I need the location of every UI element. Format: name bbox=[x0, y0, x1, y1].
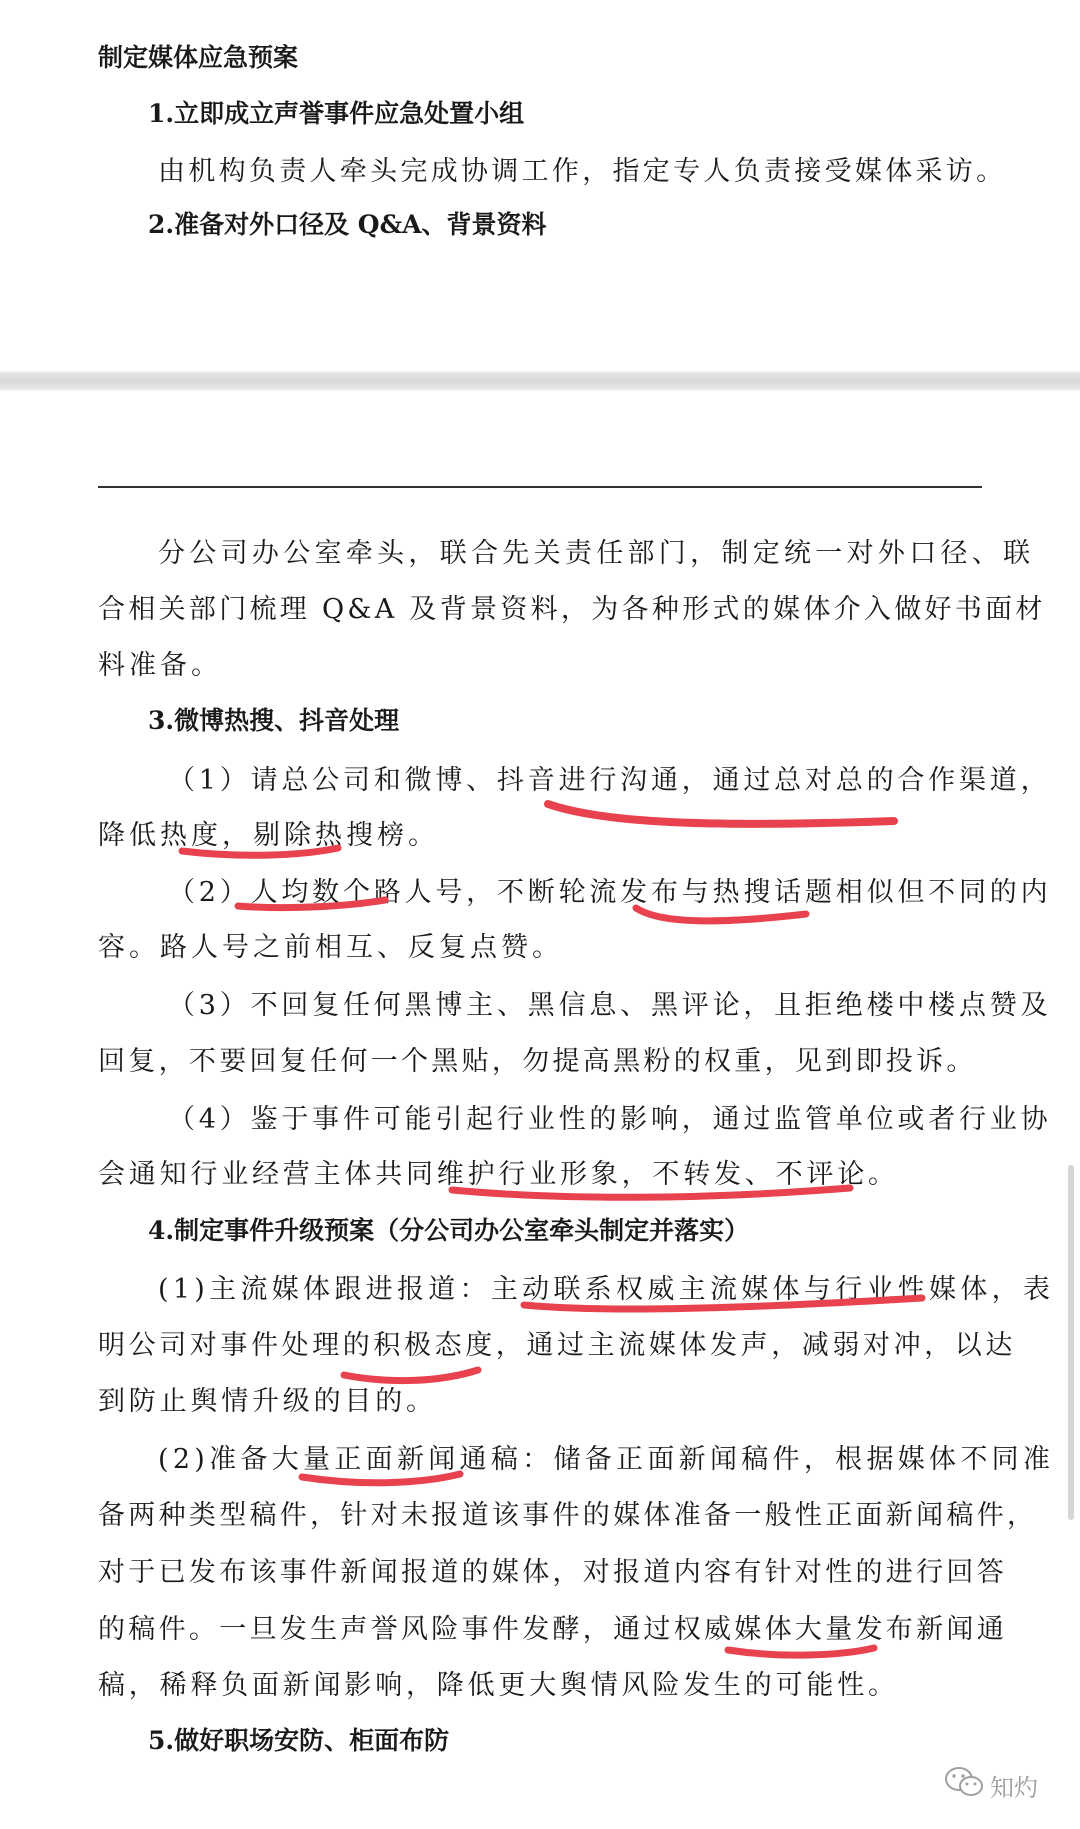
item3-point-line: 会通知行业经营主体共同维护行业形象，不转发、不评论。 bbox=[98, 1159, 899, 1190]
item3-point-line: 降低热度，剔除热搜榜。 bbox=[98, 820, 439, 851]
item2-paragraph-line: 分公司办公室牵头，联合先关责任部门，制定统一对外口径、联 bbox=[158, 538, 1035, 569]
item2-heading: 2.准备对外口径及 Q&A、背景资料 bbox=[148, 210, 547, 239]
section-title: 制定媒体应急预案 bbox=[98, 43, 299, 72]
document-page-top bbox=[0, 0, 1080, 370]
watermark bbox=[944, 1765, 1038, 1805]
item5-heading: 5.做好职场安防、柜面布防 bbox=[148, 1726, 450, 1755]
item4-heading: 4.制定事件升级预案（分公司办公室牵头制定并落实） bbox=[148, 1216, 750, 1245]
item4-point-line: 备两种类型稿件，针对未报道该事件的媒体准备一般性正面新闻稿件， bbox=[98, 1500, 1038, 1531]
item4-point-line: 对于已发布该事件新闻报道的媒体，对报道内容有针对性的进行回答 bbox=[98, 1557, 1007, 1588]
item4-point-line: 明公司对事件处理的积极态度，通过主流媒体发声，减弱对冲，以达 bbox=[98, 1330, 1016, 1361]
item3-point-line: （1）请总公司和微博、抖音进行沟通，通过总对总的合作渠道， bbox=[168, 765, 1052, 796]
item3-point-line: 回复，不要回复任何一个黑贴，勿提高黑粉的权重，见到即投诉。 bbox=[98, 1046, 977, 1077]
item2-paragraph-line: 料准备。 bbox=[98, 650, 222, 681]
item4-point-line: 到防止舆情升级的目的。 bbox=[98, 1386, 437, 1417]
item3-point-line: （4）鉴于事件可能引起行业性的影响，通过监管单位或者行业协 bbox=[168, 1104, 1052, 1135]
page-separator bbox=[0, 370, 1080, 392]
item3-point-line: （2）人均数个路人号，不断轮流发布与热搜话题相似但不同的内 bbox=[168, 877, 1052, 908]
item1-heading: 1.立即成立声誉事件应急处置小组 bbox=[148, 99, 525, 128]
item2-paragraph-line: 合相关部门梳理 Q&A 及背景资料，为各种形式的媒体介入做好书面材 bbox=[98, 594, 1046, 625]
item4-point-line: 的稿件。一旦发生声誉风险事件发酵，通过权威媒体大量发布新闻通 bbox=[98, 1614, 1007, 1645]
scrollbar[interactable] bbox=[1068, 1165, 1074, 1520]
item1-text: 由机构负责人牵头完成协调工作，指定专人负责接受媒体采访。 bbox=[158, 156, 1007, 187]
item4-point-line: (1)主流媒体跟进报道：主动联系权威主流媒体与行业性媒体，表 bbox=[158, 1274, 1055, 1305]
horizontal-rule bbox=[98, 486, 982, 488]
wechat-icon bbox=[944, 1765, 984, 1805]
item4-point-line: (2)准备大量正面新闻通稿：储备正面新闻稿件，根据媒体不同准 bbox=[158, 1444, 1055, 1475]
item3-heading: 3.微博热搜、抖音处理 bbox=[148, 706, 400, 735]
item3-point-line: （3）不回复任何黑博主、黑信息、黑评论，且拒绝楼中楼点赞及 bbox=[168, 990, 1052, 1021]
item3-point-line: 容。路人号之前相互、反复点赞。 bbox=[98, 932, 563, 963]
item4-point-line: 稿，稀释负面新闻影响，降低更大舆情风险发生的可能性。 bbox=[98, 1670, 899, 1701]
watermark-text: 知灼 bbox=[990, 1773, 1038, 1802]
